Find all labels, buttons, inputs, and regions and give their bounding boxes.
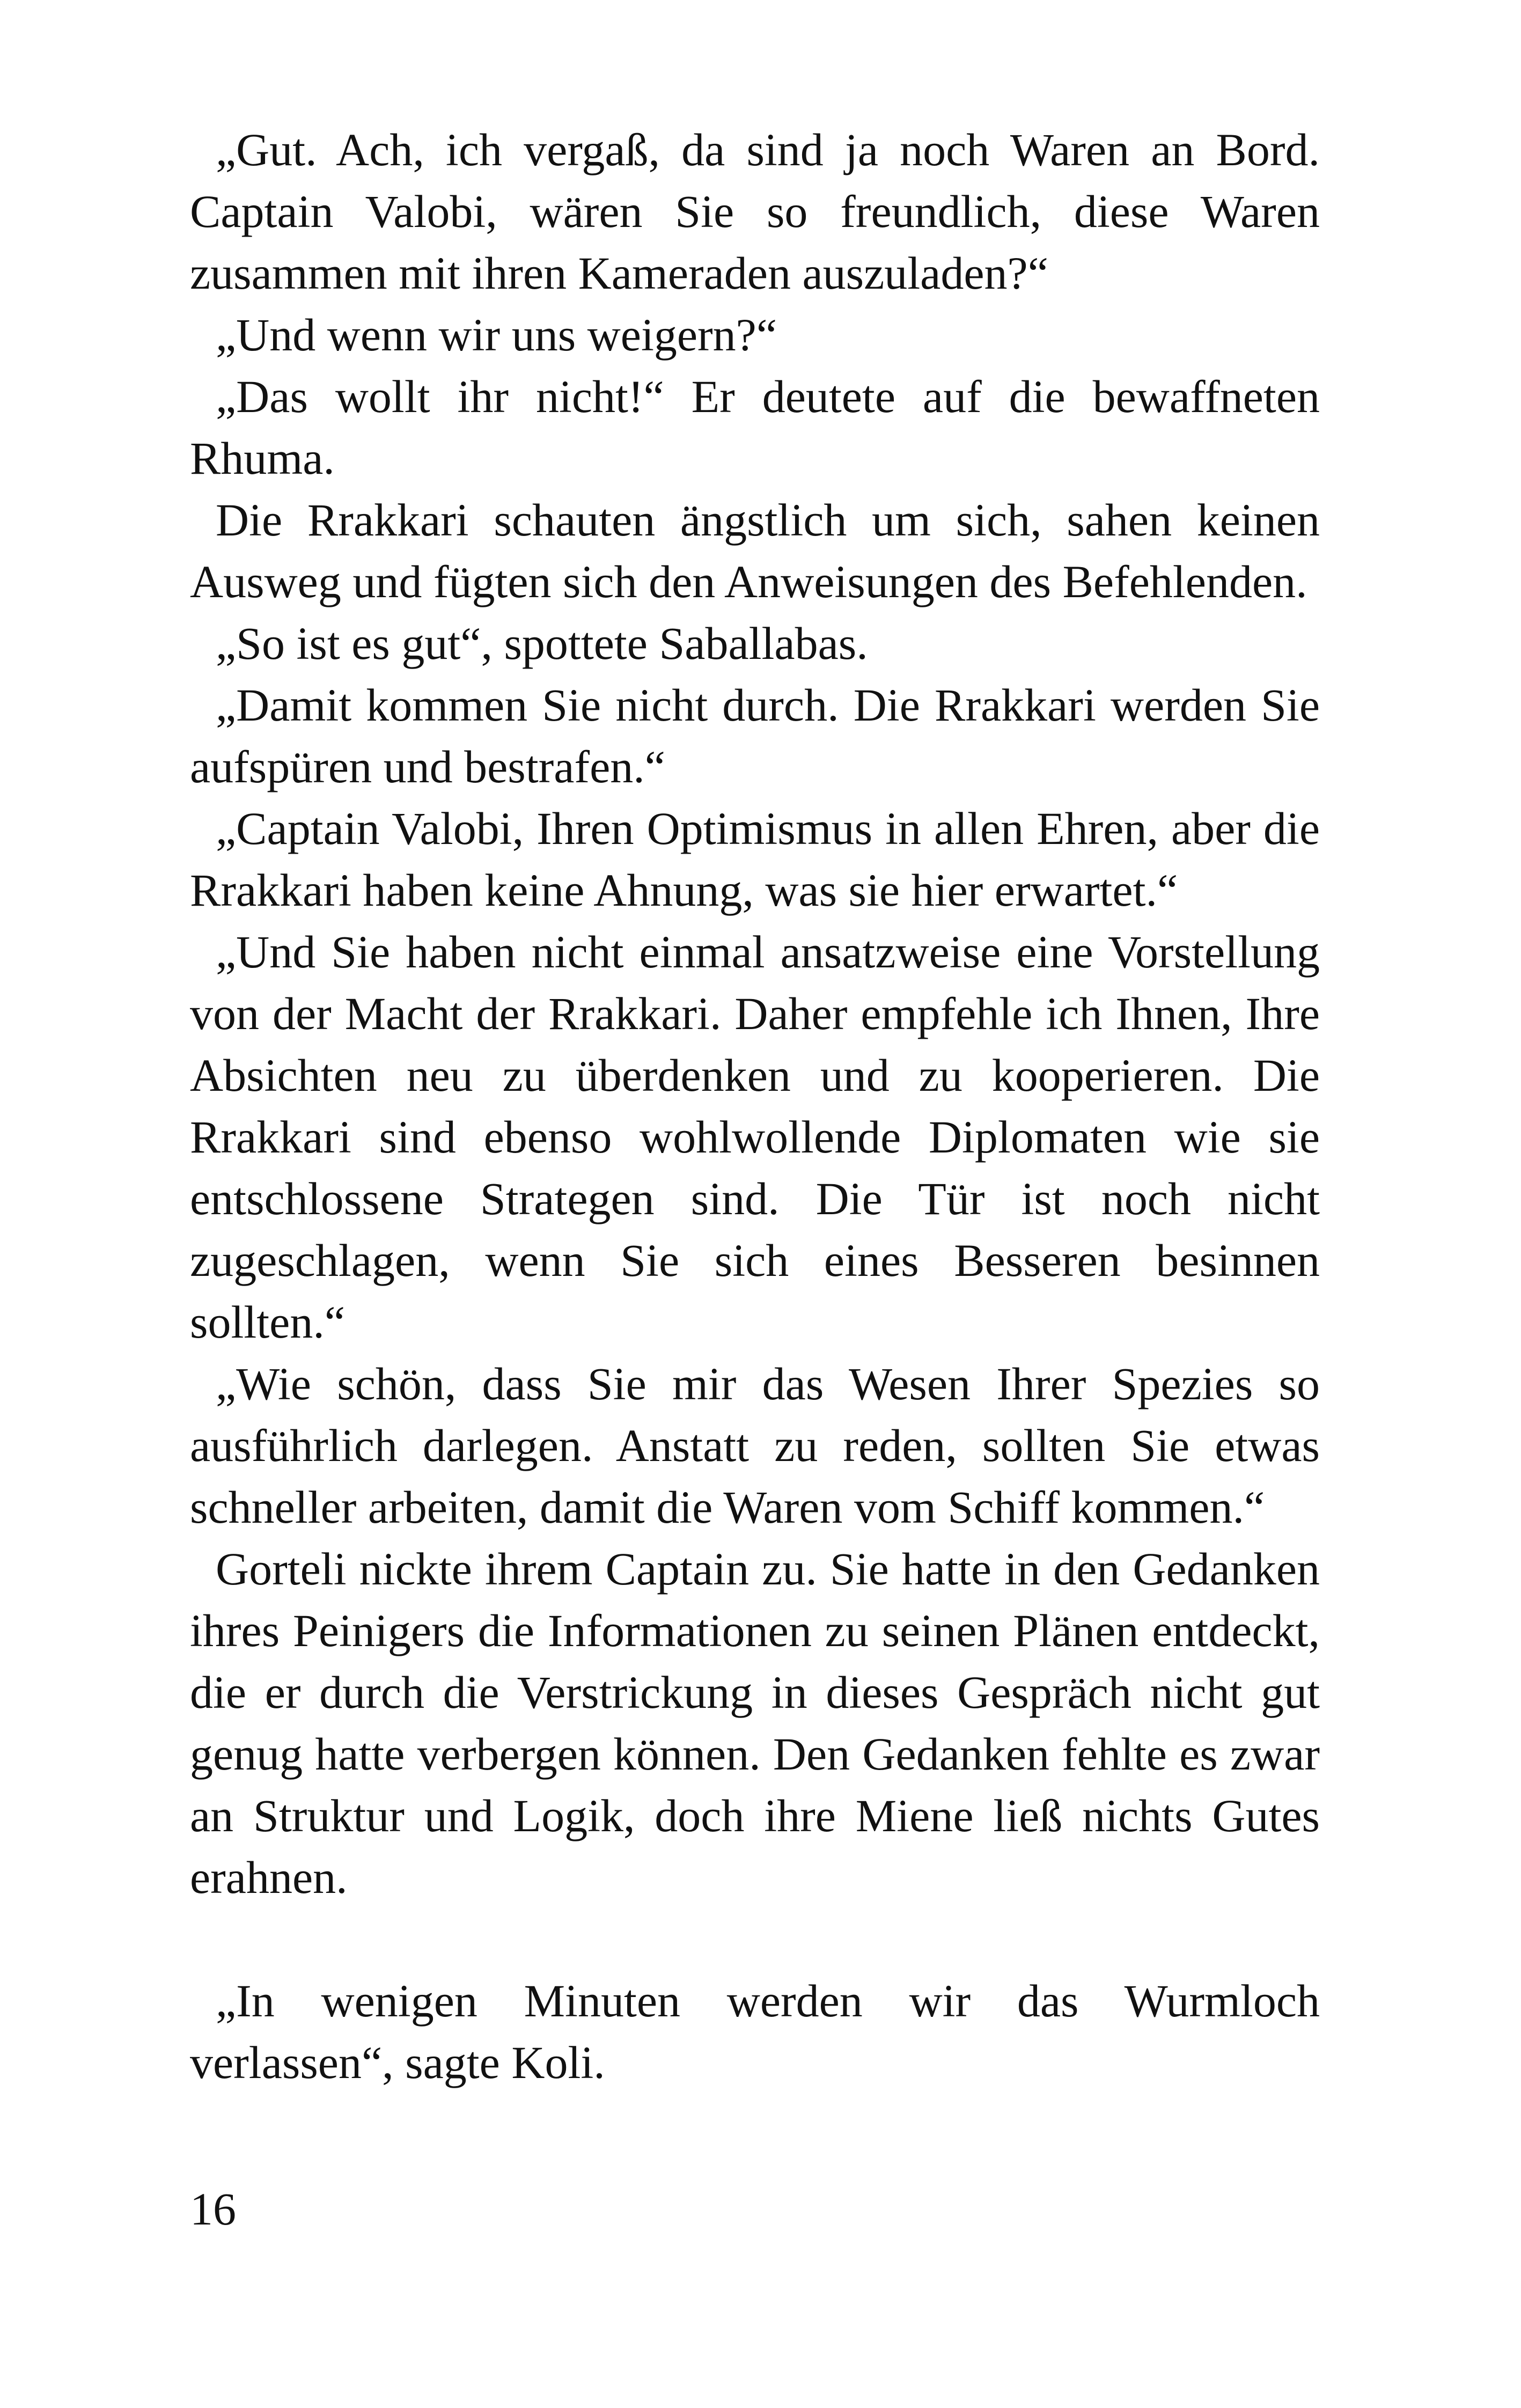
paragraph-8: „Und Sie haben nicht einmal ansatzweise eine Vorstellung von der Macht der Rrakkari. Daher empfehle ich Ihnen, Ihre Absichten neu zu überdenken und zu kooperieren. Die Rrakkari sind ebenso wohlwollende Diplomaten wie sie entschlossene Strategen sind. Die Tür ist noch nicht zugeschlagen, wenn Sie sich eines Besseren besinnen sollten.“ [190,926,1320,1348]
paragraph-1: „Gut. Ach, ich vergaß, da sind ja noch Waren an Bord. Captain Valobi, wären Sie so freundlich, diese Waren zusammen mit ihren Kameraden auszuladen?“ [190,124,1320,299]
book-page-text [190,119,1320,2094]
paragraph-3: „Das wollt ihr nicht!“ Er deutete auf die bewaffneten Rhuma. [190,371,1320,484]
paragraph-6: „Damit kommen Sie nicht durch. Die Rrakkari werden Sie aufspüren und bestrafen.“ [190,679,1320,792]
paragraph-11: „In wenigen Minuten werden wir das Wurmloch verlassen“, sagte Koli. [190,1975,1320,2088]
page-number: 16 [190,2183,236,2235]
paragraph-4: Die Rrakkari schauten ängstlich um sich, sahen keinen Ausweg und fügten sich den Anweisungen des Befehlenden. [190,494,1320,607]
paragraph-2: „Und wenn wir uns weigern?“ [216,309,777,361]
paragraph-7: „Captain Valobi, Ihren Optimismus in allen Ehren, aber die Rrakkari haben keine Ahnung, was sie hier erwartet.“ [190,803,1320,916]
paragraph-9: „Wie schön, dass Sie mir das Wesen Ihrer Spezies so ausführlich darlegen. Anstatt zu reden, sollten Sie etwas schneller arbeiten, damit die Waren vom Schiff kommen.“ [190,1358,1320,1533]
section-break [190,1908,1320,1970]
paragraph-5: „So ist es gut“, spottete Saballabas. [216,618,868,669]
paragraph-10: Gorteli nickte ihrem Captain zu. Sie hatte in den Gedanken ihres Peinigers die Informationen zu seinen Plänen entdeckt, die er durch die Verstrickung in dieses Gespräch nicht gut genug hatte verbergen können. Den Gedanken fehlte es zwar an Struktur und Logik, doch ihre Miene ließ nichts Gutes erahnen. [190,1543,1320,1903]
